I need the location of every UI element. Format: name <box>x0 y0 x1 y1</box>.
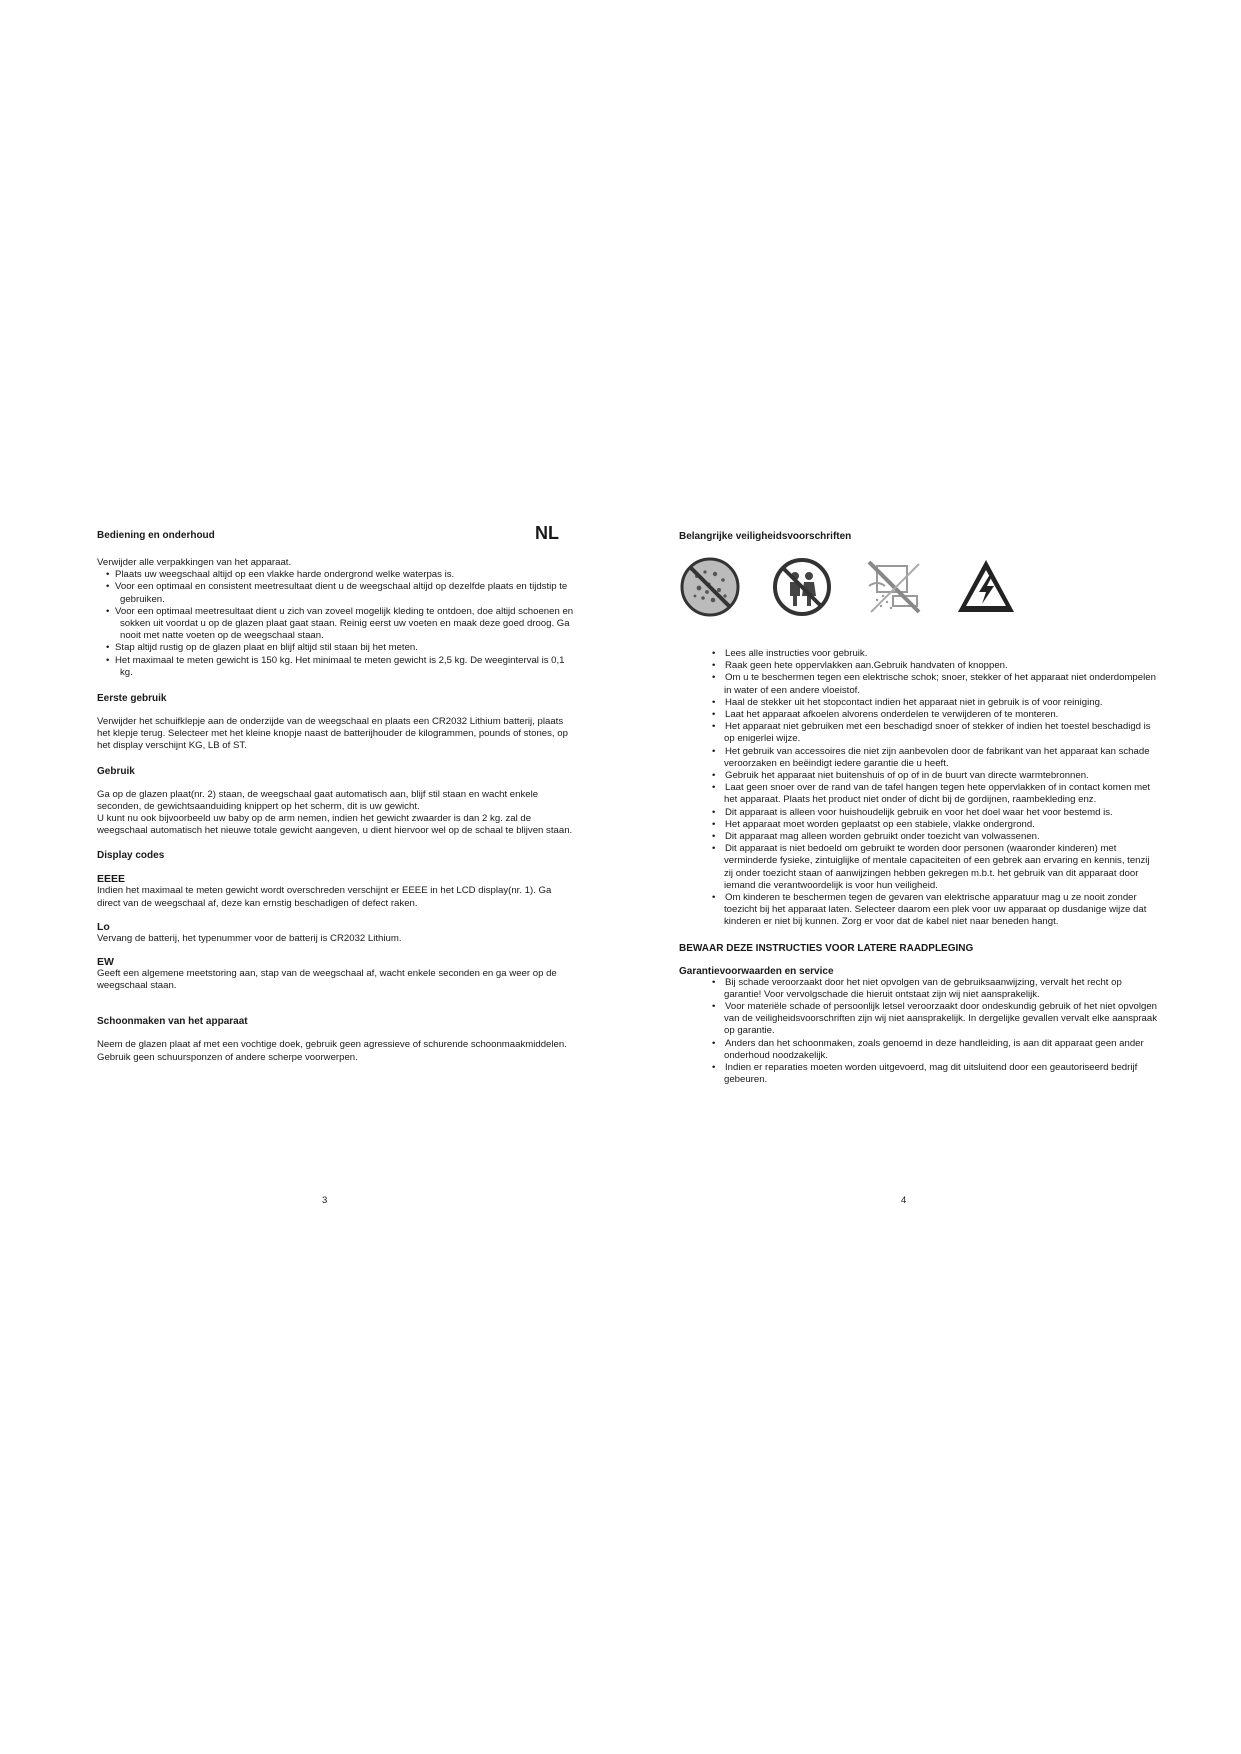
use-text-2: U kunt nu ook bijvoorbeeld uw baby op de arm nemen, indien het gewicht zwaarder is dan 2 kg. zal de weegschaal automatisch het nieuwe totale gewicht aangeven, u dient hiervoor wel op de schaal te blijven staan. <box>97 813 573 837</box>
section-title-use: Gebruik <box>97 765 135 777</box>
list-item: • Plaats uw weegschaal altijd op een vlakke harde ondergrond welke waterpas is. <box>97 569 577 581</box>
list-item: • Om kinderen te beschermen tegen de gevaren van elektrische apparatuur mag u ze nooit zonder toezicht bij het apparaat laten. Selecteer daarom een plek voor uw apparaat op dusdanige wijze dat kinderen er niet bij kunnen. Zorg er voor dat de kabel niet naar beneden hangt. <box>700 892 1159 929</box>
code-lo-label: Lo <box>97 920 110 933</box>
keep-away-from-children-icon <box>771 556 833 618</box>
list-item: • Laat het apparaat afkoelen alvorens onderdelen te verwijderen of te monteren. <box>700 709 1159 721</box>
code-eeee-label: EEEE <box>97 873 126 886</box>
list-item: • Laat geen snoer over de rand van de tafel hangen tegen hete oppervlakken of in contact komen met het apparaat. Plaats het product niet onder of dicht bij de gordijnen, raambekleding enz. <box>700 782 1159 806</box>
code-ew-label: EW <box>97 956 114 969</box>
list-item: • Dit apparaat is niet bedoeld om gebruikt te worden door personen (waaronder kinderen) met verminderde fysieke, zintuiglijke of mentale capaciteiten of een gebrek aan ervaring en kennis, tenzij zij onder toezicht staan of aanwijzingen hebben gekregen m.b.t. het gebruik van dit apparaat door iemand die verantwoordelijk is voor hun veiligheid. <box>700 843 1159 892</box>
safety-icons <box>679 556 1159 620</box>
safety-list <box>700 648 1159 929</box>
list-item: • Raak geen hete oppervlakken aan.Gebruik handvaten of knoppen. <box>700 660 1159 672</box>
use-text: Ga op de glazen plaat(nr. 2) staan, de weegschaal gaat automatisch aan, blijf stil staan en wacht enkele seconden, de gewichtsaanduiding knippert op het scherm, dit is uw gewicht. <box>97 788 539 812</box>
code-lo-text: Vervang de batterij, het typenummer voor de batterij is CR2032 Lithium. <box>97 932 402 944</box>
warranty-title: Garantievoorwaarden en service <box>679 965 834 977</box>
list-item: • Voor een optimaal en consistent meetresultaat dient u de weegschaal altijd op dezelfde plaats en tijdstip te gebruiken. <box>97 581 577 605</box>
list-item: • Dit apparaat mag alleen worden gebruikt onder toezicht van volwassenen. <box>700 831 1159 843</box>
operation-list <box>97 569 577 679</box>
list-item: • Gebruik het apparaat niet buitenshuis of op of in de buurt van directe warmtebronnen. <box>700 770 1159 782</box>
code-ew-text: Geeft een algemene meetstoring aan, stap van de weegschaal af, wacht enkele seconden en ga weer op de weegschaal staan. <box>97 968 557 992</box>
list-item: • Het apparaat niet gebruiken met een beschadigd snoer of stekker of indien het toestel beschadigd is op enigerlei wijze. <box>700 721 1159 745</box>
list-item: • Lees alle instructies voor gebruik. <box>700 648 1159 660</box>
list-item: • Voor materiële schade of persoonlijk letsel veroorzaakt door ondeskundig gebruik of het niet opvolgen van de veiligheidsvoorschriften zijn wij niet aansprakelijk. In dergelijke gevallen vervalt elke aanspraak op garantie. <box>700 1001 1159 1038</box>
list-item: • Dit apparaat is alleen voor huishoudelijk gebruik en voor het doel waar het voor bestemd is. <box>700 807 1159 819</box>
section-title-operation: Bediening en onderhoud <box>97 530 215 541</box>
right-page <box>679 520 1159 1087</box>
list-item: • Bij schade veroorzaakt door het niet opvolgen van de gebruiksaanwijzing, vervalt het recht op garantie! Voor vervolgschade die hieruit ontstaat zijn wij niet aansprakelijk. <box>700 977 1159 1001</box>
no-water-icon <box>679 556 741 618</box>
section-title-first-use: Eerste gebruik <box>97 693 167 705</box>
page-number-left: 3 <box>322 1195 328 1206</box>
page-number-right: 4 <box>901 1195 907 1206</box>
list-item: • Voor een optimaal meetresultaat dient u zich van zoveel mogelijk kleding te ontdoen, doe altijd schoenen en sokken uit voordat u op de glazen plaat gaat staan. Reinig eerst uw voeten en maak deze goed droog. Ga nooit met natte voeten op de weegschaal staan. <box>97 606 577 643</box>
list-item: • Het maximaal te meten gewicht is 150 kg. Het minimaal te meten gewicht is 2,5 kg. De weeginterval is 0,1 kg. <box>97 655 577 679</box>
cleaning-text: Neem de glazen plaat af met een vochtige doek, gebruik geen agressieve of schurende schoonmaakmiddelen. Gebruik geen schuursponzen of andere scherpe voorwerpen. <box>97 1039 567 1063</box>
code-eeee-text: Indien het maximaal te meten gewicht wordt overschreden verschijnt er EEEE in het LCD display(nr. 1). Ga direct van de weegschaal af, deze kan ernstig beschadigen of defect raken. <box>97 885 552 909</box>
left-page <box>97 520 577 1064</box>
no-bathroom-use-icon <box>863 556 925 618</box>
language-label: NL <box>535 523 559 543</box>
electric-shock-warning-icon <box>955 556 1017 618</box>
list-item: • Indien er reparaties moeten worden uitgevoerd, mag dit uitsluitend door een geautoriseerd bedrijf gebeuren. <box>700 1062 1159 1086</box>
keep-instructions-title: BEWAAR DEZE INSTRUCTIES VOOR LATERE RAADPLEGING <box>679 942 974 954</box>
list-item: • Om u te beschermen tegen een elektrische schok; snoer, stekker of het apparaat niet onderdompelen in water of een andere vloeistof. <box>700 672 1159 696</box>
list-item: • Stap altijd rustig op de glazen plaat en blijf altijd stil staan bij het meten. <box>97 642 577 654</box>
section-title-safety: Belangrijke veiligheidsvoorschriften <box>679 531 852 542</box>
list-item: • Het apparaat moet worden geplaatst op een stabiele, vlakke ondergrond. <box>700 819 1159 831</box>
section-title-display-codes: Display codes <box>97 850 165 862</box>
section-title-cleaning: Schoonmaken van het apparaat <box>97 1016 248 1028</box>
first-use-text: Verwijder het schuifklepje aan de onderzijde van de weegschaal en plaats een CR2032 Lithium batterij, plaats het klepje terug. Selecteer met het kleine knopje naast de batterijhouder de kilogrammen, pounds of stones, op het display verschijnt KG, LB of ST. <box>97 716 568 752</box>
list-item: • Haal de stekker uit het stopcontact indien het apparaat niet in gebruik is of voor reiniging. <box>700 697 1159 709</box>
intro-text: Verwijder alle verpakkingen van het apparaat. <box>97 557 292 568</box>
warranty-list <box>700 977 1159 1087</box>
list-item: • Het gebruik van accessoires die niet zijn aanbevolen door de fabrikant van het apparaat kan schade veroorzaken en beëindigt iedere garantie die u heeft. <box>700 746 1159 770</box>
list-item: • Anders dan het schoonmaken, zoals genoemd in deze handleiding, is aan dit apparaat geen ander onderhoud noodzakelijk. <box>700 1038 1159 1062</box>
